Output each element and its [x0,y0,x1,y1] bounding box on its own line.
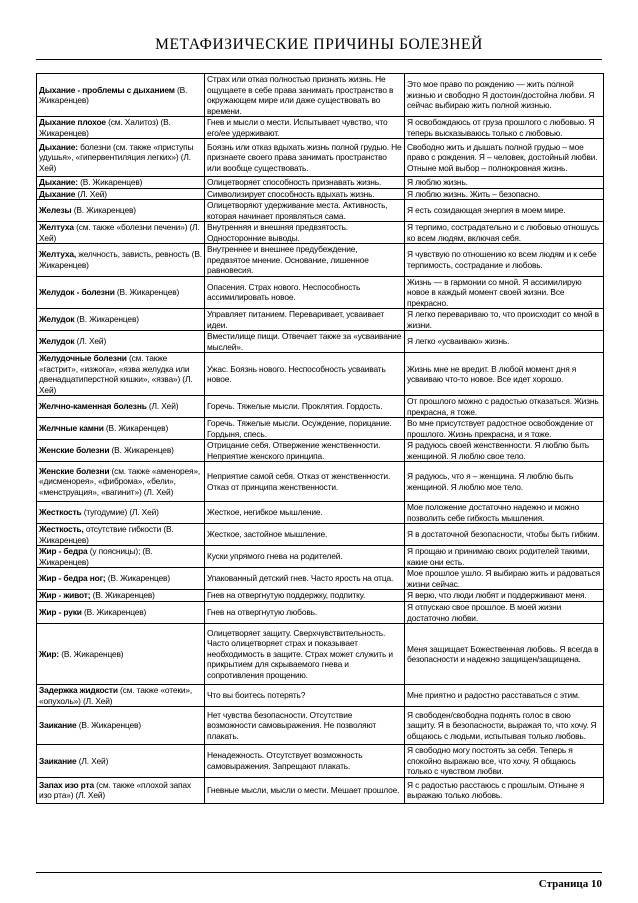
condition-source: (Л. Хей) [75,188,107,199]
table-row [37,276,604,309]
condition-cell [37,777,205,803]
cause-cell: Олицетворяет защиту. Сверхчувствительность. Часто олицетворяет страх и показывает необходимость в защите. Страх может служить и прикрытием для скрываемого гнева и сопротивления прощению. [205,624,405,685]
condition-source: (В. Жикаренцев) [103,423,169,434]
condition-name: Железы [39,205,72,216]
table-row [37,462,604,502]
condition-name: Желтуха, [39,249,77,260]
cause-cell: Горечь. Тяжелые мысли. Осуждение, порицание. Гордыня, спесь. [205,418,405,440]
affirmation-cell: Я с радостью расстаюсь с прошлым. Отныне я выражаю только любовь. [405,777,604,803]
table-row [37,139,604,177]
condition-cell [37,139,205,177]
condition-cell [37,200,205,222]
cause-cell: Ненадежность. Отсутствует возможность самовыражения. Запрещают плакать. [205,745,405,778]
cause-cell: Олицетворяют удерживание места. Активность, которая начинает проявляться сама. [205,200,405,222]
condition-source: (тугодумие) (Л. Хей) [81,507,159,518]
condition-source: (В. Жикаренцев) [59,648,124,659]
condition-source: отсутствие гибкости (В. Жикаренцев) [39,524,174,545]
table-row [37,546,604,568]
condition-source: (В. Жикаренцев) [74,314,139,325]
condition-name: Дыхание [39,188,76,199]
condition-cell [37,222,205,244]
condition-cell [37,396,205,418]
condition-cell [37,546,205,568]
condition-source: желчность, зависть, ревность (В. Жикаренцев) [39,249,202,270]
condition-name: Желудок [39,314,75,325]
cause-cell: Упакованный детский гнев. Часто ярость на отца. [205,568,405,590]
table-row [37,331,604,353]
affirmation-cell: Я свободен/свободна поднять голос в свою защиту. Я в безопасности, выражая то, что хочу. Я общаюсь с людьми, испытывая только любовь. [405,707,604,745]
condition-name: Дыхание: [39,177,78,187]
table-row [37,440,604,462]
condition-name: Желтуха [39,222,74,232]
condition-name: Жир - бедра ног; [39,573,106,584]
condition-name: Жесткость [39,507,82,518]
condition-cell [37,568,205,590]
condition-source: (В. Жикаренцев) [71,205,136,216]
title-divider [36,59,602,60]
table-row [37,396,604,418]
cause-cell: Куски упрямого гнева на родителей. [205,546,405,568]
cause-cell: Управляет питанием. Переваривает, усваивает идеи. [205,309,405,331]
cause-cell: Горечь. Тяжелые мысли. Проклятия. Гордость. [205,396,405,418]
table-row [37,244,604,277]
condition-name: Желчные камни [39,423,104,434]
condition-source: (см. также «аменорея», «дисменорея», «фиброма», «бели», «менструация», «вагинит») (Л. Хей) [39,465,201,497]
condition-cell [37,685,205,707]
affirmation-cell: Во мне присутствует радостное освобождение от прошлого. Жизнь прекрасна, и я тоже. [405,418,604,440]
affirmation-cell: Я радуюсь своей женственности. Я люблю быть женщиной. Я люблю свое тело. [405,440,604,462]
affirmation-cell: Я верю, что люди любят и поддерживают меня. [405,590,604,602]
cause-cell: Олицетворяет способность признавать жизнь. [205,177,405,189]
table-row [37,502,604,524]
condition-name: Жир: [39,648,60,659]
affirmation-cell: Мне приятно и радостно расставаться с этим. [405,685,604,707]
condition-cell [37,276,205,309]
condition-name: Желудочные болезни [39,353,127,363]
condition-source: болезни (см. также «приступы удушья», «гипервентиляция легких») (Л. Хей) [39,141,194,173]
cause-cell: Нет чувства безопасности. Отсутствие возможности самовыражения. Не позволяют плакать. [205,707,405,745]
affirmation-cell: Я в достаточной безопасности, чтобы быть гибким. [405,524,604,546]
condition-source: (Л. Хей) [74,336,107,347]
condition-cell [37,331,205,353]
cause-cell: Боязнь или отказ вдыхать жизнь полной грудью. Не признаете своего права занимать пространство или вообще существовать. [205,139,405,177]
cause-cell: Страх или отказ полностью признать жизнь. Не ощущаете в себе права занимать пространство в окружающем мире или даже существовать во времени. [205,74,405,117]
condition-name: Задержка жидкости [39,685,118,695]
condition-name: Желчно-каменная болезнь [39,401,147,412]
condition-source: (см. также «болезни печени») (Л. Хей) [39,222,200,243]
table-row [37,685,604,707]
table-row [37,745,604,778]
table-row [37,524,604,546]
cause-cell: Внутренняя и внешняя предвзятость. Односторонние выводы. [205,222,405,244]
condition-cell [37,524,205,546]
cause-cell: Символизирует способность вдыхать жизнь. [205,188,405,200]
affirmation-cell: Я легко «усваиваю» жизнь. [405,331,604,353]
condition-source: (В. Жикаренцев) [81,607,147,618]
affirmation-cell: От прошлого можно с радостью отказаться. Жизнь прекрасна, я тоже. [405,396,604,418]
affirmation-cell: Свободно жить и дышать полной грудью – мое право с рождения. Я – человек, достойный любви. Отныне мой выбор – полнокровная жизнь. [405,139,604,177]
affirmation-cell: Мое прошлое ушло. Я выбираю жить и радоваться жизни сейчас. [405,568,604,590]
condition-source: (Л. Хей) [76,755,109,766]
condition-cell [37,440,205,462]
affirmation-cell: Я люблю жизнь. Жить – безопасно. [405,188,604,200]
table-row [37,353,604,396]
table-row [37,418,604,440]
condition-source: (см. Халитоз) (В. Жикаренцев) [39,117,171,138]
condition-source: (В. Жикаренцев) [114,287,180,297]
condition-cell [37,188,205,200]
condition-source: (В. Жикаренцев) [105,573,170,584]
condition-source: (В. Жикаренцев) [90,590,155,601]
condition-source: (у поясницы); (В. Жикаренцев) [39,546,153,567]
condition-source: (В. Жикаренцев) [77,177,143,187]
condition-cell [37,462,205,502]
condition-name: Заикание [39,720,77,731]
affirmation-cell: Я отпускаю свое прошлое. В моей жизни достаточно любви. [405,602,604,624]
condition-name: Жесткость, [39,524,84,534]
condition-cell [37,602,205,624]
condition-cell [37,74,205,117]
affirmation-cell: Я чувствую по отношению ко всем людям и к себе терпимость, сострадание и любовь. [405,244,604,277]
condition-name: Дыхание - проблемы с дыханием [39,84,175,95]
condition-name: Женские болезни [39,465,110,476]
affirmation-cell: Я прощаю и принимаю своих родителей такими, какие они есть. [405,546,604,568]
condition-name: Жир - живот; [39,590,91,601]
condition-name: Жир - бедра [39,546,88,556]
condition-cell [37,624,205,685]
cause-cell: Внутреннее и внешнее предубеждение, предвзятое мнение. Основание, лишенное равновесия. [205,244,405,277]
condition-source: (Л. Хей) [146,401,179,412]
cause-cell: Отрицание себя. Отвержение женственности. Неприятие женского принципа. [205,440,405,462]
causes-table [36,73,604,804]
cause-cell: Гнев и мысли о мести. Испытывает чувство, что его/ее удерживают. [205,117,405,139]
condition-cell [37,590,205,602]
affirmation-cell: Я люблю жизнь. [405,177,604,189]
affirmation-cell: Мое положение достаточно надежно и можно позволить себе гибкость мышления. [405,502,604,524]
cause-cell: Жесткое, застойное мышление. [205,524,405,546]
cause-cell: Вместилище пищи. Отвечает также за «усваивание мыслей». [205,331,405,353]
cause-cell: Неприятие самой себя. Отказ от женственности. Отказ от принципа женственности. [205,462,405,502]
cause-cell: Гнев на отвергнутую любовь. [205,602,405,624]
table-row [37,188,604,200]
condition-cell [37,309,205,331]
table-row [37,222,604,244]
condition-source: (В. Жикаренцев) [76,720,141,731]
condition-name: Желудок - болезни [39,287,115,297]
footer-divider [36,872,602,873]
condition-cell [37,177,205,189]
affirmation-cell: Я свободно могу постоять за себя. Теперь я спокойно выражаю все, что хочу. Я общаюсь только с чувством любви. [405,745,604,778]
condition-cell [37,502,205,524]
cause-cell: Что вы боитесь потерять? [205,685,405,707]
condition-cell [37,244,205,277]
condition-source: (см. также «плохой запах изо рта») (Л. Хей) [39,779,191,800]
condition-name: Жир - руки [39,607,82,618]
condition-source: (см. также «отеки», «опухоль») (Л. Хей) [39,685,193,706]
affirmation-cell: Я освобождаюсь от груза прошлого с любовью. Я теперь высказываюсь только с любовью. [405,117,604,139]
table-row [37,309,604,331]
table-row [37,74,604,117]
table-row [37,117,604,139]
condition-source: (см. также «гастрит», «изжога», «язва желудка или двенадцатиперстной кишки», «язва») (Л. Хей) [39,353,193,395]
condition-name: Запах изо рта [39,779,94,790]
page-title: МЕТАФИЗИЧЕСКИЕ ПРИЧИНЫ БОЛЕЗНЕЙ [155,36,483,53]
cause-cell: Гнев на отвергнутую поддержку, подпитку. [205,590,405,602]
condition-cell [37,418,205,440]
table-row [37,590,604,602]
condition-source: (В. Жикаренцев) [109,445,174,456]
table-row [37,568,604,590]
affirmation-cell: Жизнь — в гармонии со мной. Я ассимилирую новое в каждый момент своей жизни. Все прекрасно. [405,276,604,309]
cause-cell: Ужас. Боязнь нового. Неспособность усваивать новое. [205,353,405,396]
cause-cell: Жесткое, негибкое мышление. [205,502,405,524]
condition-cell [37,353,205,396]
cause-cell: Гневные мысли, мысли о мести. Мешает прошлое. [205,777,405,803]
affirmation-cell: Я есть созидающая энергия в моем мире. [405,200,604,222]
affirmation-cell: Я легко перевариваю то, что происходит со мной в жизни. [405,309,604,331]
condition-name: Дыхание: [39,141,78,152]
condition-name: Дыхание плохое [39,117,106,127]
page-number: Страница 10 [538,878,602,890]
cause-cell: Опасения. Страх нового. Неспособность ассимилировать новое. [205,276,405,309]
affirmation-cell: Жизнь мне не вредит. В любой момент дня я усваиваю что-то новое. Все идет хорошо. [405,353,604,396]
table-row [37,200,604,222]
affirmation-cell: Меня защищает Божественная любовь. Я всегда в безопасности и надежно защищен/защищена. [405,624,604,685]
affirmation-cell: Я терпимо, сострадательно и с любовью отношусь ко всем людям, включая себя. [405,222,604,244]
condition-name: Желудок [39,336,75,347]
affirmation-cell: Это мое право по рождению — жить полной жизнью и свободно Я достоин/достойна любви. Я сейчас выбираю жить полной жизнью. [405,74,604,117]
table-row [37,707,604,745]
condition-name: Женские болезни [39,445,110,456]
table-row [37,602,604,624]
condition-source: (В. Жикаренцев) [39,84,188,105]
table-row [37,624,604,685]
condition-cell [37,745,205,778]
condition-cell [37,117,205,139]
table-row [37,777,604,803]
condition-name: Заикание [39,755,77,766]
condition-cell [37,707,205,745]
affirmation-cell: Я радуюсь, что я – женщина. Я люблю быть женщиной. Я люблю мое тело. [405,462,604,502]
table-row [37,177,604,189]
